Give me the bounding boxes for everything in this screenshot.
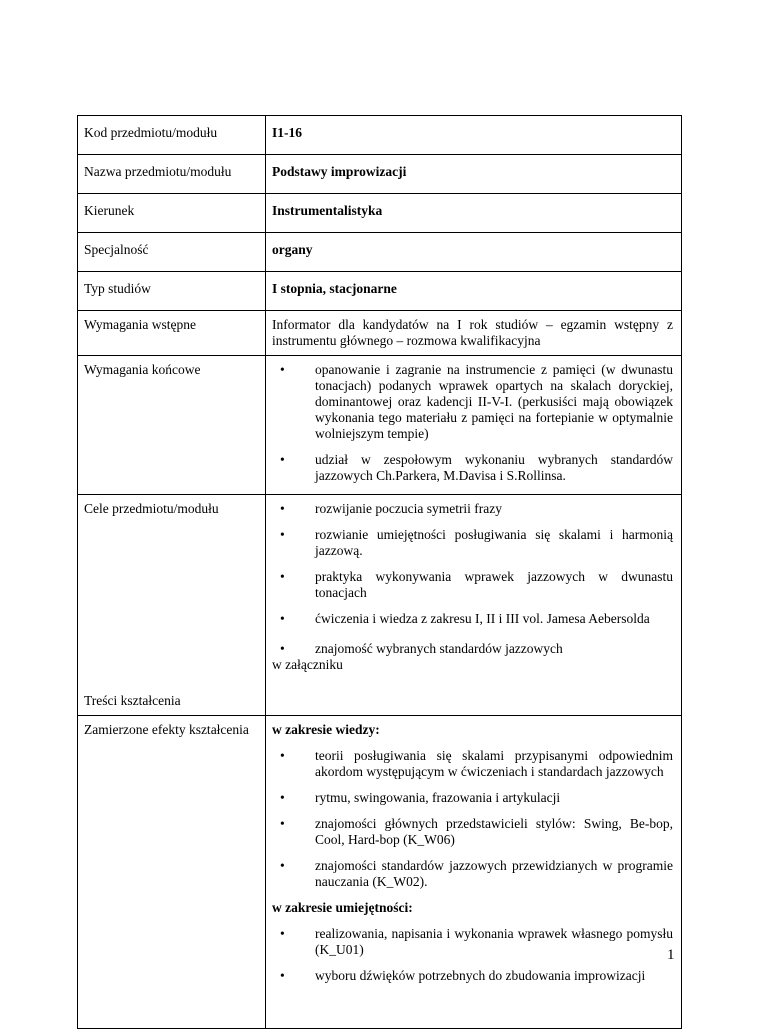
umiejetnosci-heading: w zakresie umiejętności: bbox=[272, 900, 413, 915]
label-tresci: Treści kształcenia bbox=[84, 693, 181, 708]
row-efekty bbox=[78, 716, 682, 1029]
value-wymagania-koncowe bbox=[266, 356, 682, 495]
value-specjalnosc: organy bbox=[266, 233, 682, 272]
umiejetnosci-list bbox=[272, 926, 673, 984]
course-table bbox=[77, 115, 682, 1029]
list-item: • rozwianie umiejętności posługiwania się skalami i harmonią jazzową. bbox=[272, 527, 673, 559]
value-tresci: w załączniku bbox=[272, 657, 343, 672]
list-item: • realizowania, napisania i wykonania wprawek własnego pomysłu (K_U01) bbox=[272, 926, 673, 958]
value-kod: I1-16 bbox=[266, 116, 682, 155]
label-cele: Cele przedmiotu/modułu bbox=[84, 501, 219, 516]
row-typ bbox=[78, 272, 682, 311]
row-wymagania-koncowe bbox=[78, 356, 682, 495]
list-item: • rozwijanie poczucia symetrii frazy bbox=[272, 501, 673, 517]
row-nazwa bbox=[78, 155, 682, 194]
value-cele-tresci-cell bbox=[266, 495, 682, 716]
row-cele-tresci bbox=[78, 495, 682, 716]
page-number: 1 bbox=[667, 947, 675, 963]
list-item: • ćwiczenia i wiedza z zakresu I, II i III vol. Jamesa Aebersolda bbox=[272, 611, 673, 627]
list-item: • praktyka wykonywania wprawek jazzowych w dwunastu tonacjach bbox=[272, 569, 673, 601]
label-typ: Typ studiów bbox=[78, 272, 266, 311]
value-kierunek: Instrumentalistyka bbox=[266, 194, 682, 233]
row-kierunek bbox=[78, 194, 682, 233]
label-nazwa: Nazwa przedmiotu/modułu bbox=[78, 155, 266, 194]
label-wymagania-koncowe: Wymagania końcowe bbox=[78, 356, 266, 495]
list-item: • znajomości głównych przedstawicieli stylów: Swing, Be-bop, Cool, Hard-bop (K_W06) bbox=[272, 816, 673, 848]
label-efekty: Zamierzone efekty kształcenia bbox=[78, 716, 266, 1029]
list-item: • znajomość wybranych standardów jazzowych bbox=[272, 641, 673, 657]
row-specjalnosc bbox=[78, 233, 682, 272]
list-item: • teorii posługiwania się skalami przypisanymi odpowiednim akordom występującym w ćwiczeniach i standardach jazzowych bbox=[272, 748, 673, 780]
label-cele-tresci-cell bbox=[78, 495, 266, 716]
wiedza-list bbox=[272, 748, 673, 890]
list-item: • wyboru dźwięków potrzebnych do zbudowania improwizacji bbox=[272, 968, 673, 984]
list-item: • opanowanie i zagranie na instrumencie z pamięci (w dwunastu tonacjach) podanych wprawek opartych na skalach doryckiej, dominantowej oraz kadencji II-V-I. (perkusiści mają obowiązek wykonania tego materiału z pamięci na fortepianie w optymalnie wolniejszym tempie) bbox=[272, 362, 673, 442]
wiedza-heading: w zakresie wiedzy: bbox=[272, 722, 380, 737]
cele-list bbox=[272, 501, 673, 657]
label-kod: Kod przedmiotu/modułu bbox=[78, 116, 266, 155]
list-item: • udział w zespołowym wykonaniu wybranych standardów jazzowych Ch.Parkera, M.Davisa i S.Rollinsa. bbox=[272, 452, 673, 484]
value-efekty bbox=[266, 716, 682, 1029]
label-wymagania-wstepne: Wymagania wstępne bbox=[78, 311, 266, 356]
value-typ: I stopnia, stacjonarne bbox=[266, 272, 682, 311]
list-item: • znajomości standardów jazzowych przewidzianych w programie nauczania (K_W02). bbox=[272, 858, 673, 890]
wymagania-koncowe-list bbox=[272, 362, 673, 484]
list-item: • rytmu, swingowania, frazowania i artykulacji bbox=[272, 790, 673, 806]
value-nazwa: Podstawy improwizacji bbox=[266, 155, 682, 194]
value-wymagania-wstepne: Informator dla kandydatów na I rok studiów – egzamin wstępny z instrumentu głównego – rozmowa kwalifikacyjna bbox=[266, 311, 682, 356]
label-specjalnosc: Specjalność bbox=[78, 233, 266, 272]
row-kod bbox=[78, 116, 682, 155]
label-kierunek: Kierunek bbox=[78, 194, 266, 233]
row-wymagania-wstepne bbox=[78, 311, 682, 356]
